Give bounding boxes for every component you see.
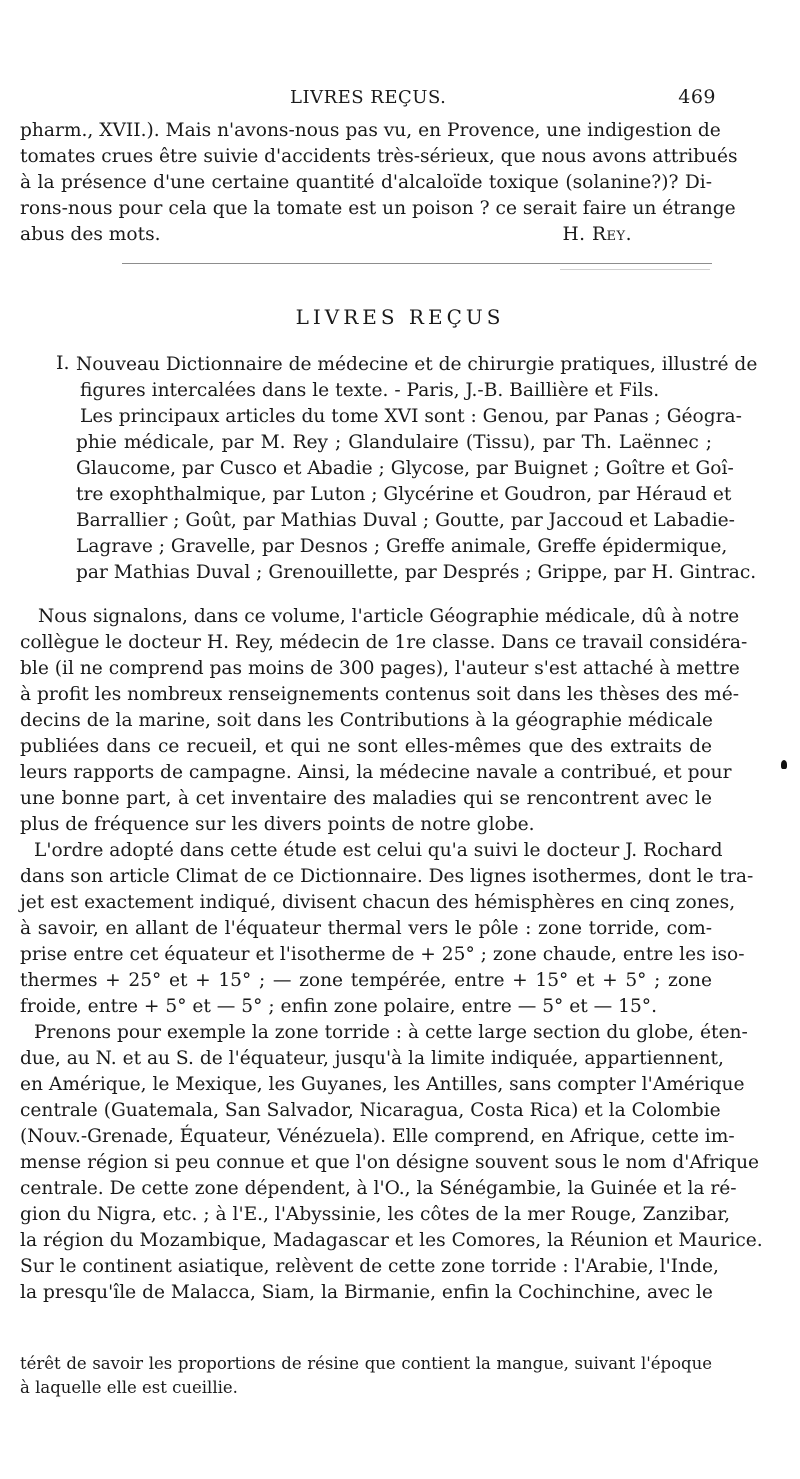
text-line: figures intercalées dans le texte. - Paris, J.-B. Baillière et Fils.	[80, 380, 660, 401]
text-line: la région du Mozambique, Madagascar et les Comores, la Réunion et Maurice.	[20, 1230, 763, 1251]
text-line: plus de fréquence sur les divers points de notre globe.	[20, 814, 535, 835]
text-line: collègue le docteur H. Rey, médecin de 1re classe. Dans ce travail considéra-	[20, 632, 748, 653]
book-entry	[76, 352, 758, 404]
entry-number: I.	[56, 352, 70, 374]
text-line: à savoir, en allant de l'équateur thermal vers le pôle : zone torride, com-	[20, 918, 712, 939]
text-line: froide, entre + 5° et — 5° ; enfin zone polaire, entre — 5° et — 15°.	[20, 996, 658, 1017]
text-line: Nous signalons, dans ce volume, l'article Géographie médicale, dû à notre	[38, 606, 740, 627]
text-line: prise entre cet équateur et l'isotherme de + 25° ; zone chaude, entre les iso-	[20, 944, 745, 965]
text-line: ble (il ne comprend pas moins de 300 pages), l'auteur s'est attaché à mettre	[20, 658, 740, 679]
text-line: par Mathias Duval ; Grenouillette, par Després ; Grippe, par H. Gintrac.	[76, 562, 757, 583]
text-line: (Nouv.-Grenade, Équateur, Vénézuela). Elle comprend, en Afrique, cette im-	[20, 1126, 735, 1147]
text-line: Les principaux articles du tome XVI sont : Genou, par Panas ; Géogra-	[80, 406, 742, 427]
text-line: à profit les nombreux renseignements contenus soit dans les thèses des mé-	[20, 684, 739, 705]
text-line: Nouveau Dictionnaire de médecine et de chirurgie pratiques, illustré de	[76, 354, 758, 375]
continuation-paragraph	[20, 118, 738, 248]
text-line: abus des mots.	[20, 224, 161, 245]
text-line: centrale (Guatemala, San Salvador, Nicaragua, Costa Rica) et la Colombie	[20, 1100, 721, 1121]
text-line: une bonne part, à cet inventaire des maladies qui se rencontrent avec le	[20, 788, 712, 809]
section-title: LIVRES REÇUS	[295, 305, 505, 329]
text-line: gion du Nigra, etc. ; à l'E., l'Abyssinie, les côtes de la mer Rouge, Zanzibar,	[20, 1204, 731, 1225]
text-line: en Amérique, le Mexique, les Guyanes, les Antilles, sans compter l'Amérique	[20, 1074, 745, 1095]
separator-rule-faint	[560, 269, 710, 270]
text-line: centrale. De cette zone dépendent, à l'O., la Sénégambie, la Guinée et la ré-	[20, 1178, 737, 1199]
author-signature: H. Rey.	[562, 224, 632, 245]
separator-rule	[122, 263, 712, 264]
closing-line	[20, 222, 712, 248]
text-line: Glaucome, par Cusco et Abadie ; Glycose, par Buignet ; Goître et Goî-	[76, 458, 734, 479]
footnote-line: térêt de savoir les proportions de résine que contient la mangue, suivant l'époque	[20, 1354, 712, 1373]
text-line: Lagrave ; Gravelle, par Desnos ; Greffe animale, Greffe épidermique,	[76, 536, 728, 557]
ink-speck	[781, 760, 787, 769]
text-line: Barrallier ; Goût, par Mathias Duval ; Goutte, par Jaccoud et Labadie-	[76, 510, 735, 531]
body-paragraph-3	[20, 1020, 763, 1306]
text-line: phie médicale, par M. Rey ; Glandulaire (Tissu), par Th. Laënnec ;	[76, 432, 712, 453]
text-line: decins de la marine, soit dans les Contributions à la géographie médicale	[20, 710, 713, 731]
text-line: à la présence d'une certaine quantité d'alcaloïde toxique (solanine?)? Di-	[20, 172, 712, 193]
text-line: Sur le continent asiatique, relèvent de cette zone torride : l'Arabie, l'Inde,	[20, 1256, 719, 1277]
text-line: la presqu'île de Malacca, Siam, la Birmanie, enfin la Cochinchine, avec le	[20, 1282, 713, 1303]
running-title: LIVRES REÇUS.	[290, 87, 447, 108]
text-line: L'ordre adopté dans cette étude est celui qu'a suivi le docteur J. Rochard	[34, 840, 723, 861]
running-head	[290, 86, 716, 108]
page-number: 469	[678, 86, 716, 108]
text-line: pharm., XVII.). Mais n'avons-nous pas vu, en Provence, une indigestion de	[20, 120, 721, 141]
articles-paragraph	[76, 404, 757, 586]
text-line: jet est exactement indiqué, divisent chacun des hémisphères en cinq zones,	[20, 892, 736, 913]
text-line: rons-nous pour cela que la tomate est un poison ? ce serait faire un étrange	[20, 198, 736, 219]
text-line: thermes + 25° et + 15° ; — zone tempérée, entre + 15° et + 5° ; zone	[20, 970, 712, 991]
text-line: leurs rapports de campagne. Ainsi, la médecine navale a contribué, et pour	[20, 762, 732, 783]
footnote	[20, 1352, 712, 1400]
text-line: Prenons pour exemple la zone torride : à cette large section du globe, éten-	[34, 1022, 748, 1043]
body-paragraph-1	[20, 604, 748, 838]
text-line: due, au N. et au S. de l'équateur, jusqu'à la limite indiquée, appartiennent,	[20, 1048, 724, 1069]
text-line: mense région si peu connue et que l'on désigne souvent sous le nom d'Afrique	[20, 1152, 760, 1173]
text-line: dans son article Climat de ce Dictionnaire. Des lignes isothermes, dont le tra-	[20, 866, 754, 887]
text-line: tomates crues être suivie d'accidents très-sérieux, que nous avons attribués	[20, 146, 738, 167]
footnote-line: à laquelle elle est cueillie.	[20, 1378, 238, 1397]
text-line: publiées dans ce recueil, et qui ne sont elles-mêmes que des extraits de	[20, 736, 712, 757]
body-paragraph-2	[20, 838, 754, 1020]
text-line: tre exophthalmique, par Luton ; Glycérine et Goudron, par Héraud et	[76, 484, 732, 505]
